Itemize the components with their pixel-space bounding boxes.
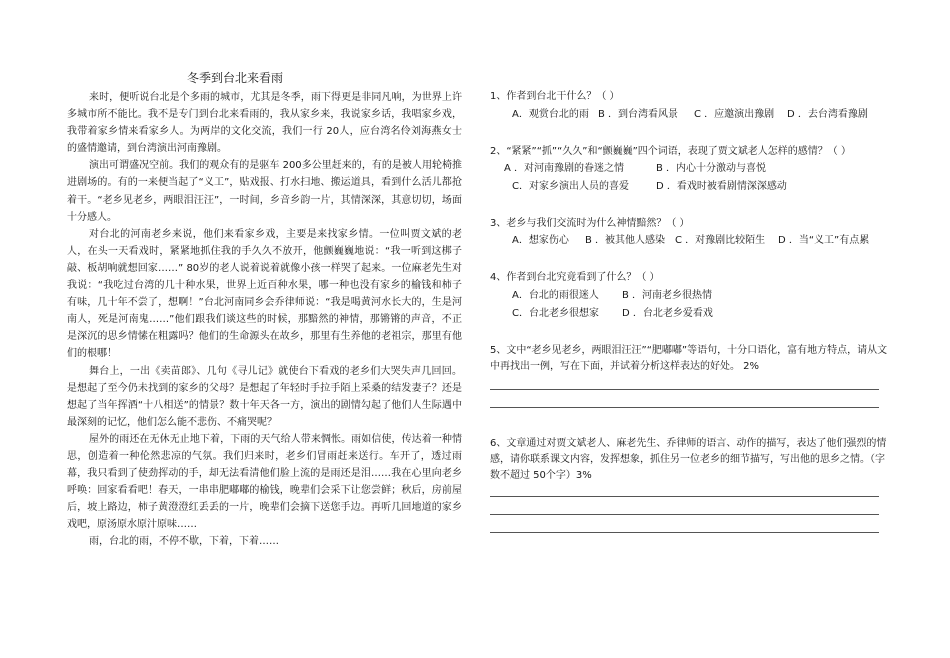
question-5: 5、文中“老乡见老乡，两眼泪汪汪”“肥嘟嘟”等语句，十分口语化，富有地方特点，请从文中再找出一例，写在下面，并试着分析这样表达的好处。 2% <box>490 345 888 372</box>
option-a[interactable]: A．观赏台北的雨 <box>512 109 589 120</box>
article-paragraph: 屋外的雨还在无休无止地下着，下雨的天气给人带来惆怅。雨如信使，传达着一种情思，创造着一种伦然悲凉的气氛。我们归来时，老乡们冒雨赶来送行。车开了，透过雨幕，我只看到了使劲挥动的手，却无法看清他们脸上流的是雨还是泪……我在心里向老乡呼唤：回家看看吧！春天，一串串肥嘟嘟的榆钱，晚辈们会采下让您尝鲜；秋后，房前屋后，坡上路边，柿子黄澄澄红丢丢的一片，晚辈们会摘下送您手边。再听几回地道的家乡戏吧，原汤原水原汁原味…… <box>67 433 462 531</box>
question-6: 6、文章通过对贾文斌老人、麻老先生、乔律师的语言、动作的描写，表达了他们强烈的情感，请你联系课文内容，发挥想象，抓住另一位老乡的细节描写，写出他的思乡之情。（字数不超过 50个字）3% <box>490 438 887 481</box>
option-d[interactable]: D ．看戏时被看剧情深深感动 <box>656 181 787 192</box>
answer-line[interactable] <box>490 496 879 497</box>
option-a[interactable]: A．想家伤心 <box>512 235 569 246</box>
option-d[interactable]: D ．台北老乡爱看戏 <box>622 308 713 319</box>
option-b[interactable]: B ．被其他人感染 <box>585 235 666 246</box>
option-a[interactable]: A ．对河南豫剧的眷迷之情 <box>504 163 625 174</box>
article-paragraph: 演出可谓盛况空前。我们的观众有的是驱车 200多公里赶来的，有的是被人用轮椅推进剧场的。有的一来便当起了“义工”，贴戏报、打水扫地、搬运道具，看到什么活儿都抢着干。“老乡见老乡，两眼泪汪汪”，一时间，乡音乡韵一片，其情深深，其意切切，场面十分感人。 <box>67 160 462 223</box>
article-paragraph: 雨，台北的雨，不停不歇，下着，下着…… <box>89 536 279 548</box>
question-2: 2、“紧紧”“抓”“久久”和“颤巍巍”四个词语，表现了贾文斌老人怎样的感情？（ ） <box>490 146 851 157</box>
option-b[interactable]: B ．到台湾看风景 <box>598 109 679 120</box>
article-title: 冬季到台北来看雨 <box>186 71 283 85</box>
answer-line[interactable] <box>490 532 879 533</box>
question-4: 4、作者到台北究竟看到了什么？（ ） <box>490 272 660 283</box>
option-b[interactable]: B ．内心十分激动与喜悦 <box>656 163 767 174</box>
option-d[interactable]: D ．当“义工”有点累 <box>778 235 870 246</box>
article-paragraph: 来时，便听说台北是个多雨的城市，尤其是冬季，雨下得更是非同凡响，为世界上许多城市所不能比。我不是专门到台北来看雨的，我从家乡来，我说家乡话，我唱家乡戏，我带着家乡情来看家乡人。为两岸的文化交流，我们一行 20人，应台湾名伶刘海燕女士的盛情邀请，到台湾演出河南豫剧。 <box>67 92 462 155</box>
answer-line[interactable] <box>490 514 879 515</box>
option-c[interactable]: C．台北老乡很想家 <box>512 308 599 319</box>
answer-line[interactable] <box>490 407 879 408</box>
answer-line[interactable] <box>490 389 879 390</box>
option-c[interactable]: C．对家乡演出人员的喜爱 <box>512 181 629 192</box>
option-d[interactable]: D ．去台湾看豫剧 <box>787 109 868 120</box>
article-body <box>67 89 462 551</box>
option-a[interactable]: A．台北的雨很迷人 <box>512 290 599 301</box>
question-1: 1、作者到台北干什么？（ ） <box>490 91 620 102</box>
question-3: 3、老乡与我们交流时为什么神情黯然？（ ） <box>490 218 690 229</box>
option-b[interactable]: B ．河南老乡很热情 <box>622 290 713 301</box>
article-paragraph: 对台北的河南老乡来说，他们来看家乡戏，主要是来找家乡情。一位叫贾文斌的老人，在头一天看戏时，紧紧地抓住我的手久久不放开，他颤巍巍地说：“我一听到这梆子敲、板胡响就想回家……” 80岁的老人说着说着就像小孩一样哭了起来。一位麻老先生对我说：“我吃过台湾的几十种水果，世界上近百种水果，哪一种也没有家乡的榆钱和柿子有味，几十年不尝了，想啊！”台北河南同乡会乔律师说：“我是喝黄河水长大的，生是河南人，死是河南鬼……”他们跟我们谈这些的时候，那黯然的神情，那锵锵的声音，不正是深沉的思乡情愫在粗露吗？他们的生命源头在故乡，那里有生养他的老祖宗，那里有他们的根哪！ <box>67 228 462 360</box>
article-paragraph: 舞台上，一出《卖苗郎》、几句《寻儿记》就使台下看戏的老乡们大哭失声几回回。是想起了至今仍未找到的家乡的父母？是想起了年轻时手拉手陌上采桑的结发妻子？还是想起了当年挥酒“十八相送”的情景？数十年天各一方，演出的剧情勾起了他们人生际遇中最深刻的记忆，他们怎么能不悲伤、不痛哭呢？ <box>67 365 462 428</box>
option-c[interactable]: C ．应邀演出豫剧 <box>694 109 775 120</box>
option-c[interactable]: C ．对豫剧比较陌生 <box>675 235 766 246</box>
